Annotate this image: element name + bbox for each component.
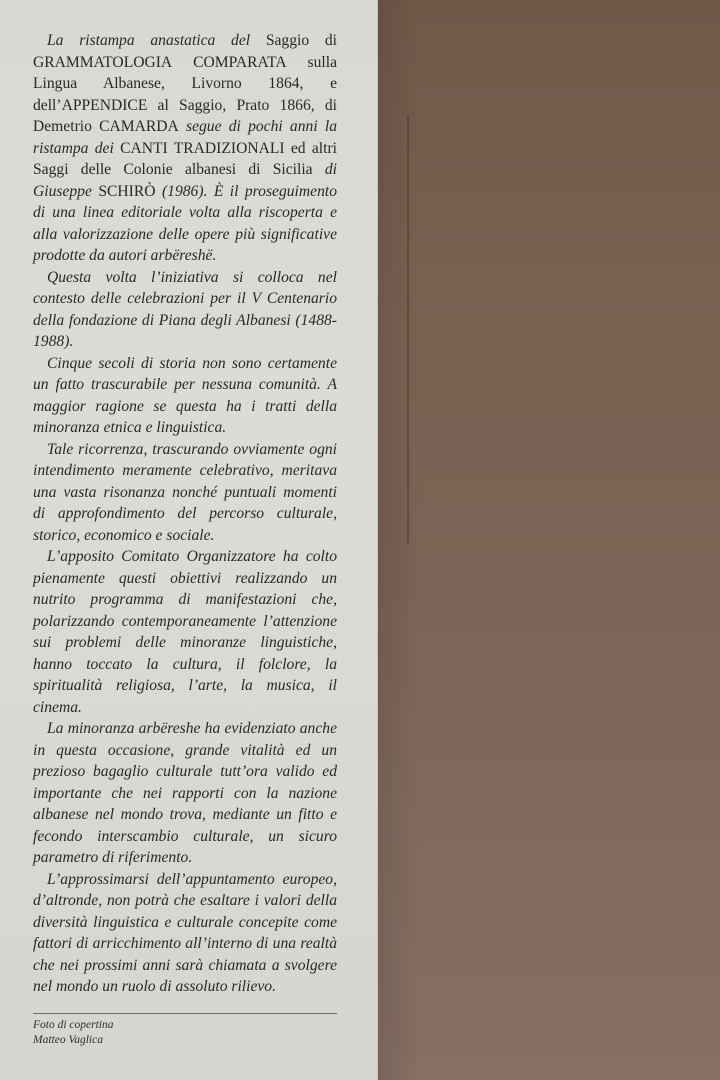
paragraph-1-run: La ristampa anastatica del <box>47 32 251 49</box>
paragraph-5: L’apposito Comitato Organizzatore ha colto pienamente questi obiettivi realizzando un nutrito programma di manifestazioni che, polarizzando contemporaneamente l’attenzione sui problemi delle minoranze linguistiche, hanno toccato la cultura, il folclore, la spiritualità religiosa, l’arte, la musica, il cinema. <box>33 548 337 716</box>
photo-credit-name: Matteo Vaglica <box>33 1034 103 1046</box>
photo-credit-label: Foto di copertina <box>33 1019 114 1031</box>
paragraph-7: L’approssimarsi dell’appuntamento europeo, d’altronde, non potrà che esaltare i valori della diversità linguistica e culturale concepite come fattori di arricchimento all’interno di una realtà che nei prossimi anni sarà chiamata a svolgere nel mondo un ruolo di assoluto rilievo. <box>33 870 337 995</box>
paragraph-1-run: di Giuseppe <box>33 161 338 200</box>
paragraph-3: Cinque secoli di storia non sono certamente un fatto trascurabile per nessuna comunità. A maggior ragione se questa ha i tratti della minoranza etnica e linguistica. <box>33 354 337 436</box>
photo-credit <box>33 1018 114 1048</box>
paragraph-1-run: Saggio di GRAMMATOLOGIA COMPARATA sulla Lingua Albanese, Livorno 1864, e dell’APPENDICE al Saggio, Prato 1866, di Demetrio CAMARDA <box>33 32 337 135</box>
paragraph-2: Questa volta l’iniziativa si colloca nel contesto delle celebrazioni per il V Centenario della fondazione di Piana degli Albanesi (1488-1988). <box>33 268 337 350</box>
paragraph-1-run: (1986). È il proseguimento di una linea editoriale volta alla riscoperta e alla valorizzazione delle opere più significative prodotte da autori arbëreshë. <box>33 182 337 264</box>
divider-rule <box>33 1013 337 1014</box>
paragraph-1 <box>33 30 337 267</box>
paragraph-4: Tale ricorrenza, trascurando ovviamente ogni intendimento meramente celebrativo, meritava una vasta risonanza nonché puntuali momenti di approfondimento del percorso culturale, storico, economico e sociale. <box>33 440 337 544</box>
paragraph-1-run: CANTI TRADIZIONALI ed altri Saggi delle Colonie albanesi di Sicilia <box>33 139 337 178</box>
cover-blurb <box>33 30 337 998</box>
paragraph-6: La minoranza arbëreshe ha evidenziato anche in questa occasione, grande vitalità ed un prezioso bagaglio culturale tutt’ora valido ed importante che nei rapporti con la nazione albanese nel mondo trova, mediante un fitto e fecondo interscambio culturale, un sicuro parametro di riferimento. <box>33 720 337 866</box>
brown-cover-area <box>378 0 720 1080</box>
paragraph-1-run: segue di pochi anni la ristampa dei <box>33 118 337 157</box>
paragraph-1-run: SCHIRÒ <box>91 182 156 200</box>
fold-crease <box>407 115 409 545</box>
